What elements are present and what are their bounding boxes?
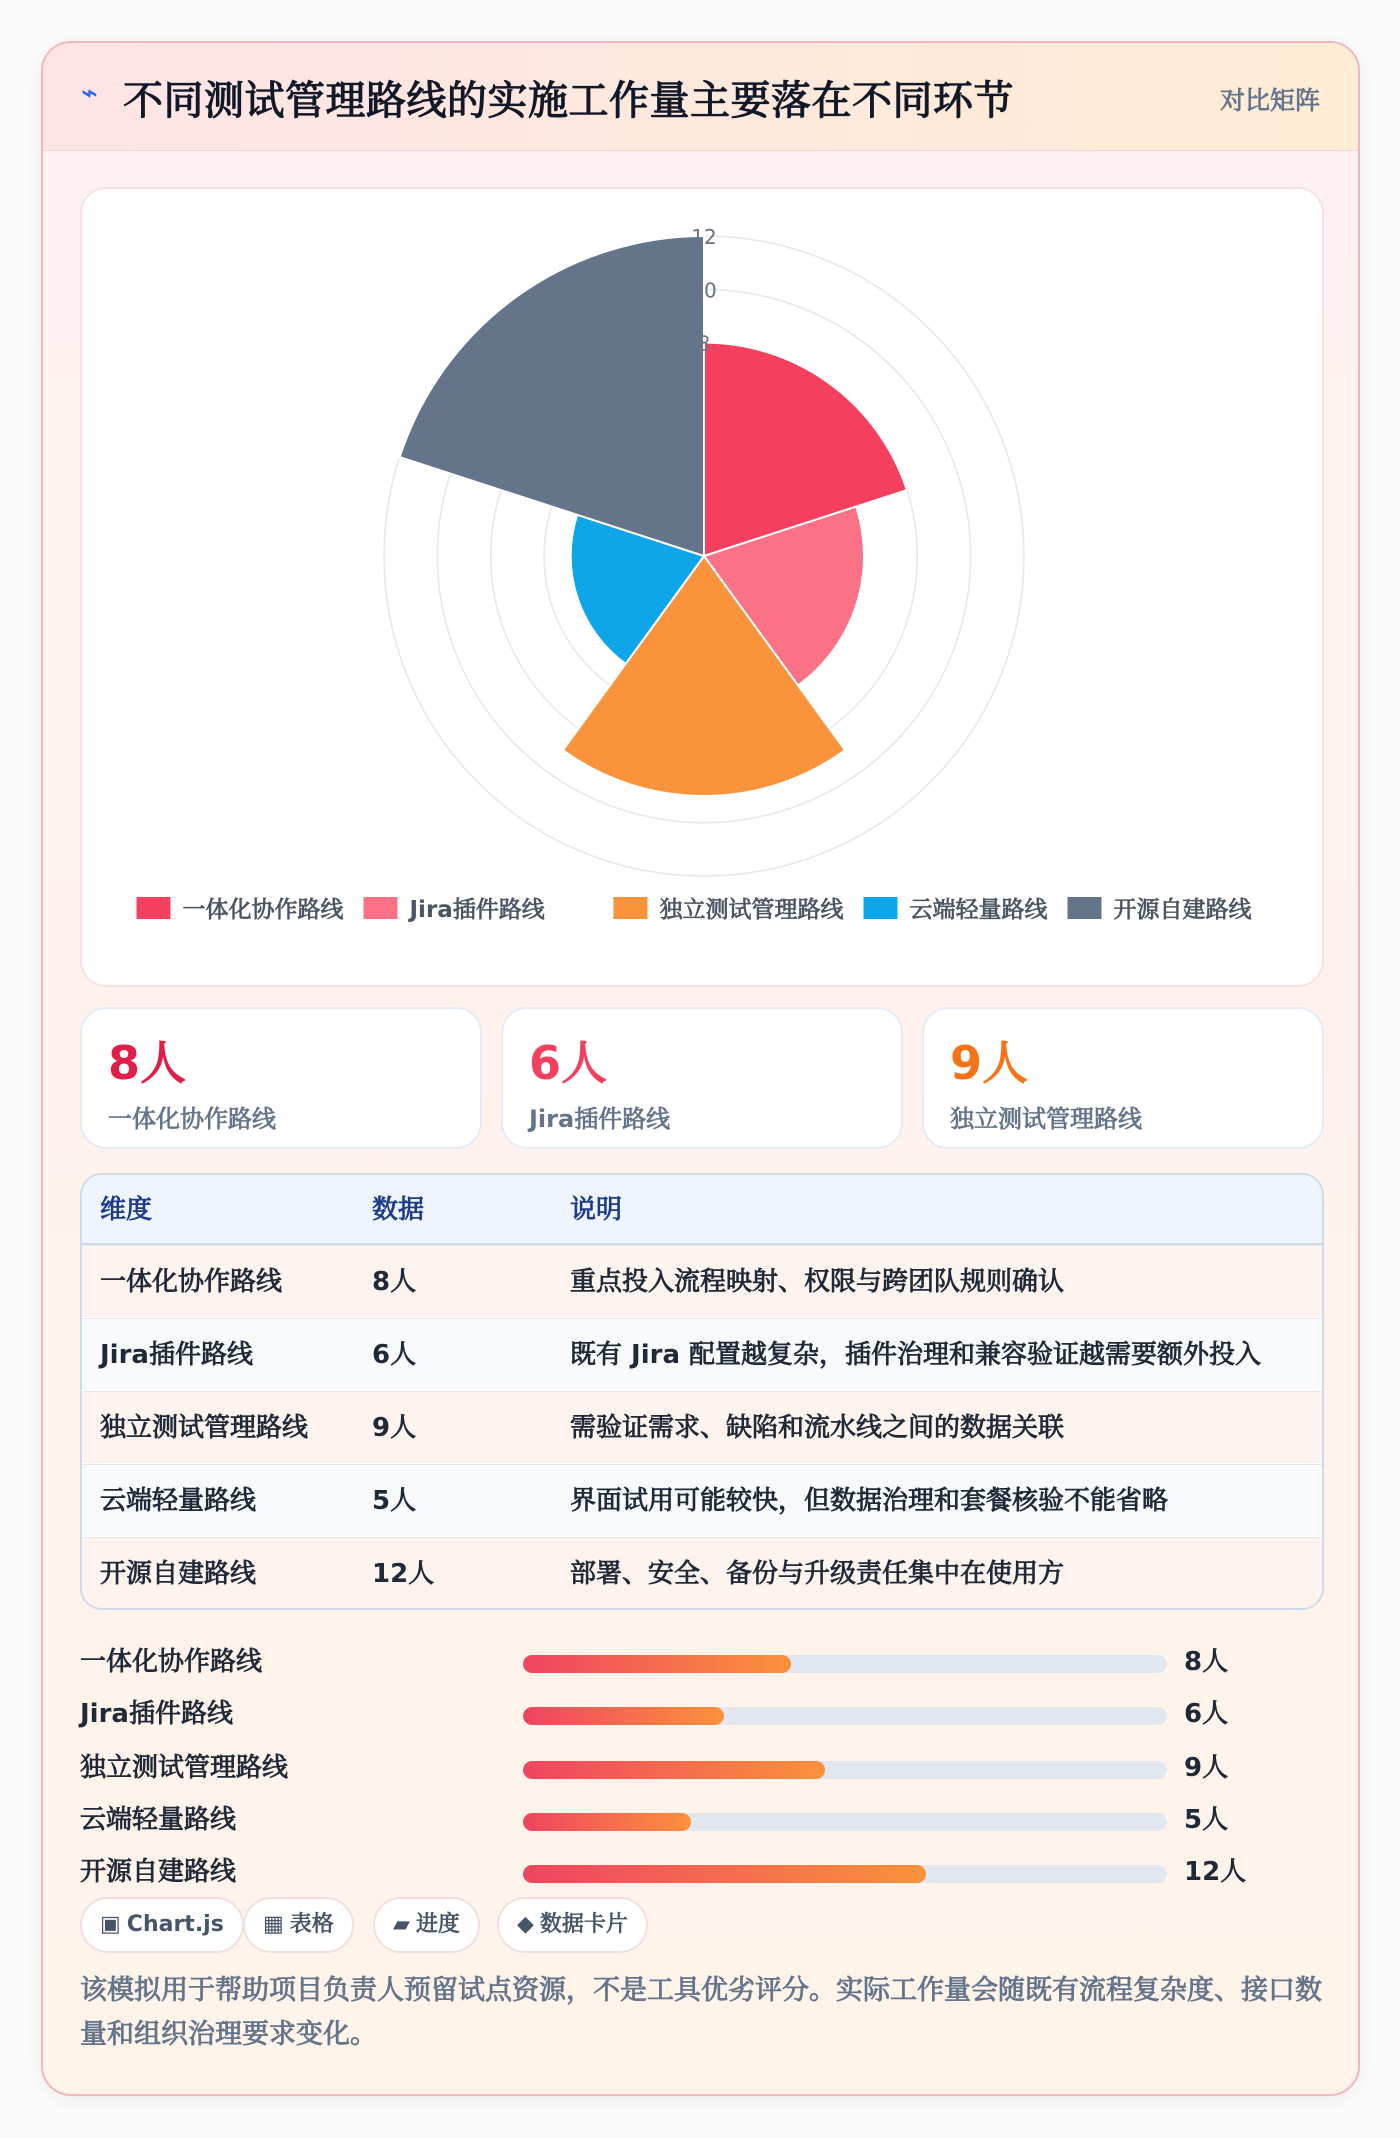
progress-value: 6人 <box>1184 1699 1229 1729</box>
stat-card <box>501 1007 903 1149</box>
table-cell: 独立测试管理路线 <box>100 1413 309 1443</box>
stat-label: 一体化协作路线 <box>108 1105 276 1133</box>
progress-label: Jira插件路线 <box>80 1699 233 1729</box>
legend-swatch <box>614 897 648 919</box>
stat-value: 9人 <box>950 1036 1029 1090</box>
column-header: 说明 <box>570 1195 623 1225</box>
table-icon: ▦ <box>263 1912 284 1937</box>
stat-card <box>80 1007 482 1149</box>
progress-value: 8人 <box>1184 1647 1229 1677</box>
progress-label: 一体化协作路线 <box>80 1647 263 1677</box>
progress-label: 云端轻量路线 <box>80 1805 237 1835</box>
table-cell: 既有 Jira 配置越复杂，插件治理和兼容验证越需要额外投入 <box>570 1340 1262 1370</box>
legend-label: 云端轻量路线 <box>909 897 1048 923</box>
polar-area-chart <box>82 189 1326 989</box>
progress-fill <box>523 1813 691 1831</box>
table-cell: 重点投入流程映射、权限与跨团队规则确认 <box>570 1267 1065 1297</box>
main-card <box>41 41 1360 2096</box>
progress-value: 5人 <box>1184 1805 1229 1835</box>
progress-row <box>80 1843 1324 1895</box>
footnote: 该模拟用于帮助项目负责人预留试点资源，不是工具优劣评分。实际工作量会随既有流程复杂度、接口数量和组织治理要求变化。 <box>80 1975 1322 2050</box>
chip-chartjs[interactable] <box>80 1897 244 1953</box>
tick-label: 10 <box>691 278 717 303</box>
page-title: 不同测试管理路线的实施工作量主要落在不同环节 <box>123 78 1014 124</box>
legend-swatch <box>137 897 171 919</box>
polar-chart-panel <box>80 187 1324 987</box>
table-cell: 部署、安全、备份与升级责任集中在使用方 <box>570 1559 1065 1589</box>
table-cell: 9人 <box>372 1413 417 1443</box>
progress-track <box>523 1865 1167 1883</box>
table-cell: 云端轻量路线 <box>100 1486 257 1516</box>
lightning-icon: ⌁ <box>81 76 98 109</box>
table-cell: 6人 <box>372 1340 417 1370</box>
stat-value: 8人 <box>108 1036 187 1090</box>
tick-label: 8 <box>697 331 711 356</box>
progress-fill <box>523 1761 825 1779</box>
progress-track <box>523 1655 1167 1673</box>
legend-label: Jira插件路线 <box>409 897 545 923</box>
column-header: 数据 <box>372 1195 425 1225</box>
data-table <box>80 1173 1324 1610</box>
progress-fill <box>523 1865 926 1883</box>
progress-row <box>80 1633 1324 1685</box>
stat-value: 6人 <box>529 1036 608 1090</box>
progress-row <box>80 1739 1324 1791</box>
legend-label: 独立测试管理路线 <box>659 897 844 923</box>
diamond-icon: ◆ <box>517 1912 534 1937</box>
chip-label: 表格 <box>289 1912 334 1937</box>
progress-row <box>80 1685 1324 1737</box>
table-row <box>82 1464 1322 1536</box>
legend-swatch <box>864 897 898 919</box>
chip-label: 数据卡片 <box>539 1912 628 1937</box>
table-cell: Jira插件路线 <box>100 1340 253 1370</box>
chip-label: 进度 <box>415 1912 460 1937</box>
table-row <box>82 1318 1322 1390</box>
view-tag: 对比矩阵 <box>1219 86 1320 115</box>
progress-track <box>523 1707 1167 1725</box>
table-row <box>82 1245 1322 1317</box>
column-header: 维度 <box>100 1195 153 1225</box>
progress-list <box>80 1633 1324 1887</box>
progress-value: 12人 <box>1184 1857 1247 1887</box>
table-cell: 12人 <box>372 1559 435 1589</box>
chip-data-cards[interactable] <box>497 1897 648 1953</box>
progress-track <box>523 1813 1167 1831</box>
tick-label: 12 <box>691 225 717 249</box>
chip-label: Chart.js <box>126 1912 224 1937</box>
progress-row <box>80 1791 1324 1843</box>
progress-label: 独立测试管理路线 <box>80 1753 289 1783</box>
table-cell: 需验证需求、缺陷和流水线之间的数据关联 <box>570 1413 1065 1443</box>
progress-fill <box>523 1707 724 1725</box>
progress-fill <box>523 1655 791 1673</box>
progress-icon: ▰ <box>393 1912 410 1937</box>
legend-swatch <box>1068 897 1102 919</box>
stat-card <box>922 1007 1324 1149</box>
legend-swatch <box>364 897 398 919</box>
progress-label: 开源自建路线 <box>80 1857 237 1887</box>
legend-label: 一体化协作路线 <box>182 897 344 923</box>
progress-track <box>523 1761 1167 1779</box>
stat-label: 独立测试管理路线 <box>950 1105 1142 1133</box>
card-header <box>43 43 1358 151</box>
table-row <box>82 1391 1322 1463</box>
table-cell: 界面试用可能较快，但数据治理和套餐核验不能省略 <box>570 1486 1169 1516</box>
chip-progress[interactable] <box>373 1897 480 1953</box>
table-header-row <box>82 1175 1322 1245</box>
table-cell: 一体化协作路线 <box>100 1267 283 1297</box>
table-cell: 8人 <box>372 1267 417 1297</box>
legend-label: 开源自建路线 <box>1113 897 1252 923</box>
progress-value: 9人 <box>1184 1753 1229 1783</box>
table-cell: 开源自建路线 <box>100 1559 257 1589</box>
stat-label: Jira插件路线 <box>529 1105 671 1133</box>
chip-table[interactable] <box>243 1897 354 1953</box>
chart-icon: ▣ <box>100 1912 121 1937</box>
table-row <box>82 1537 1322 1609</box>
table-cell: 5人 <box>372 1486 417 1516</box>
